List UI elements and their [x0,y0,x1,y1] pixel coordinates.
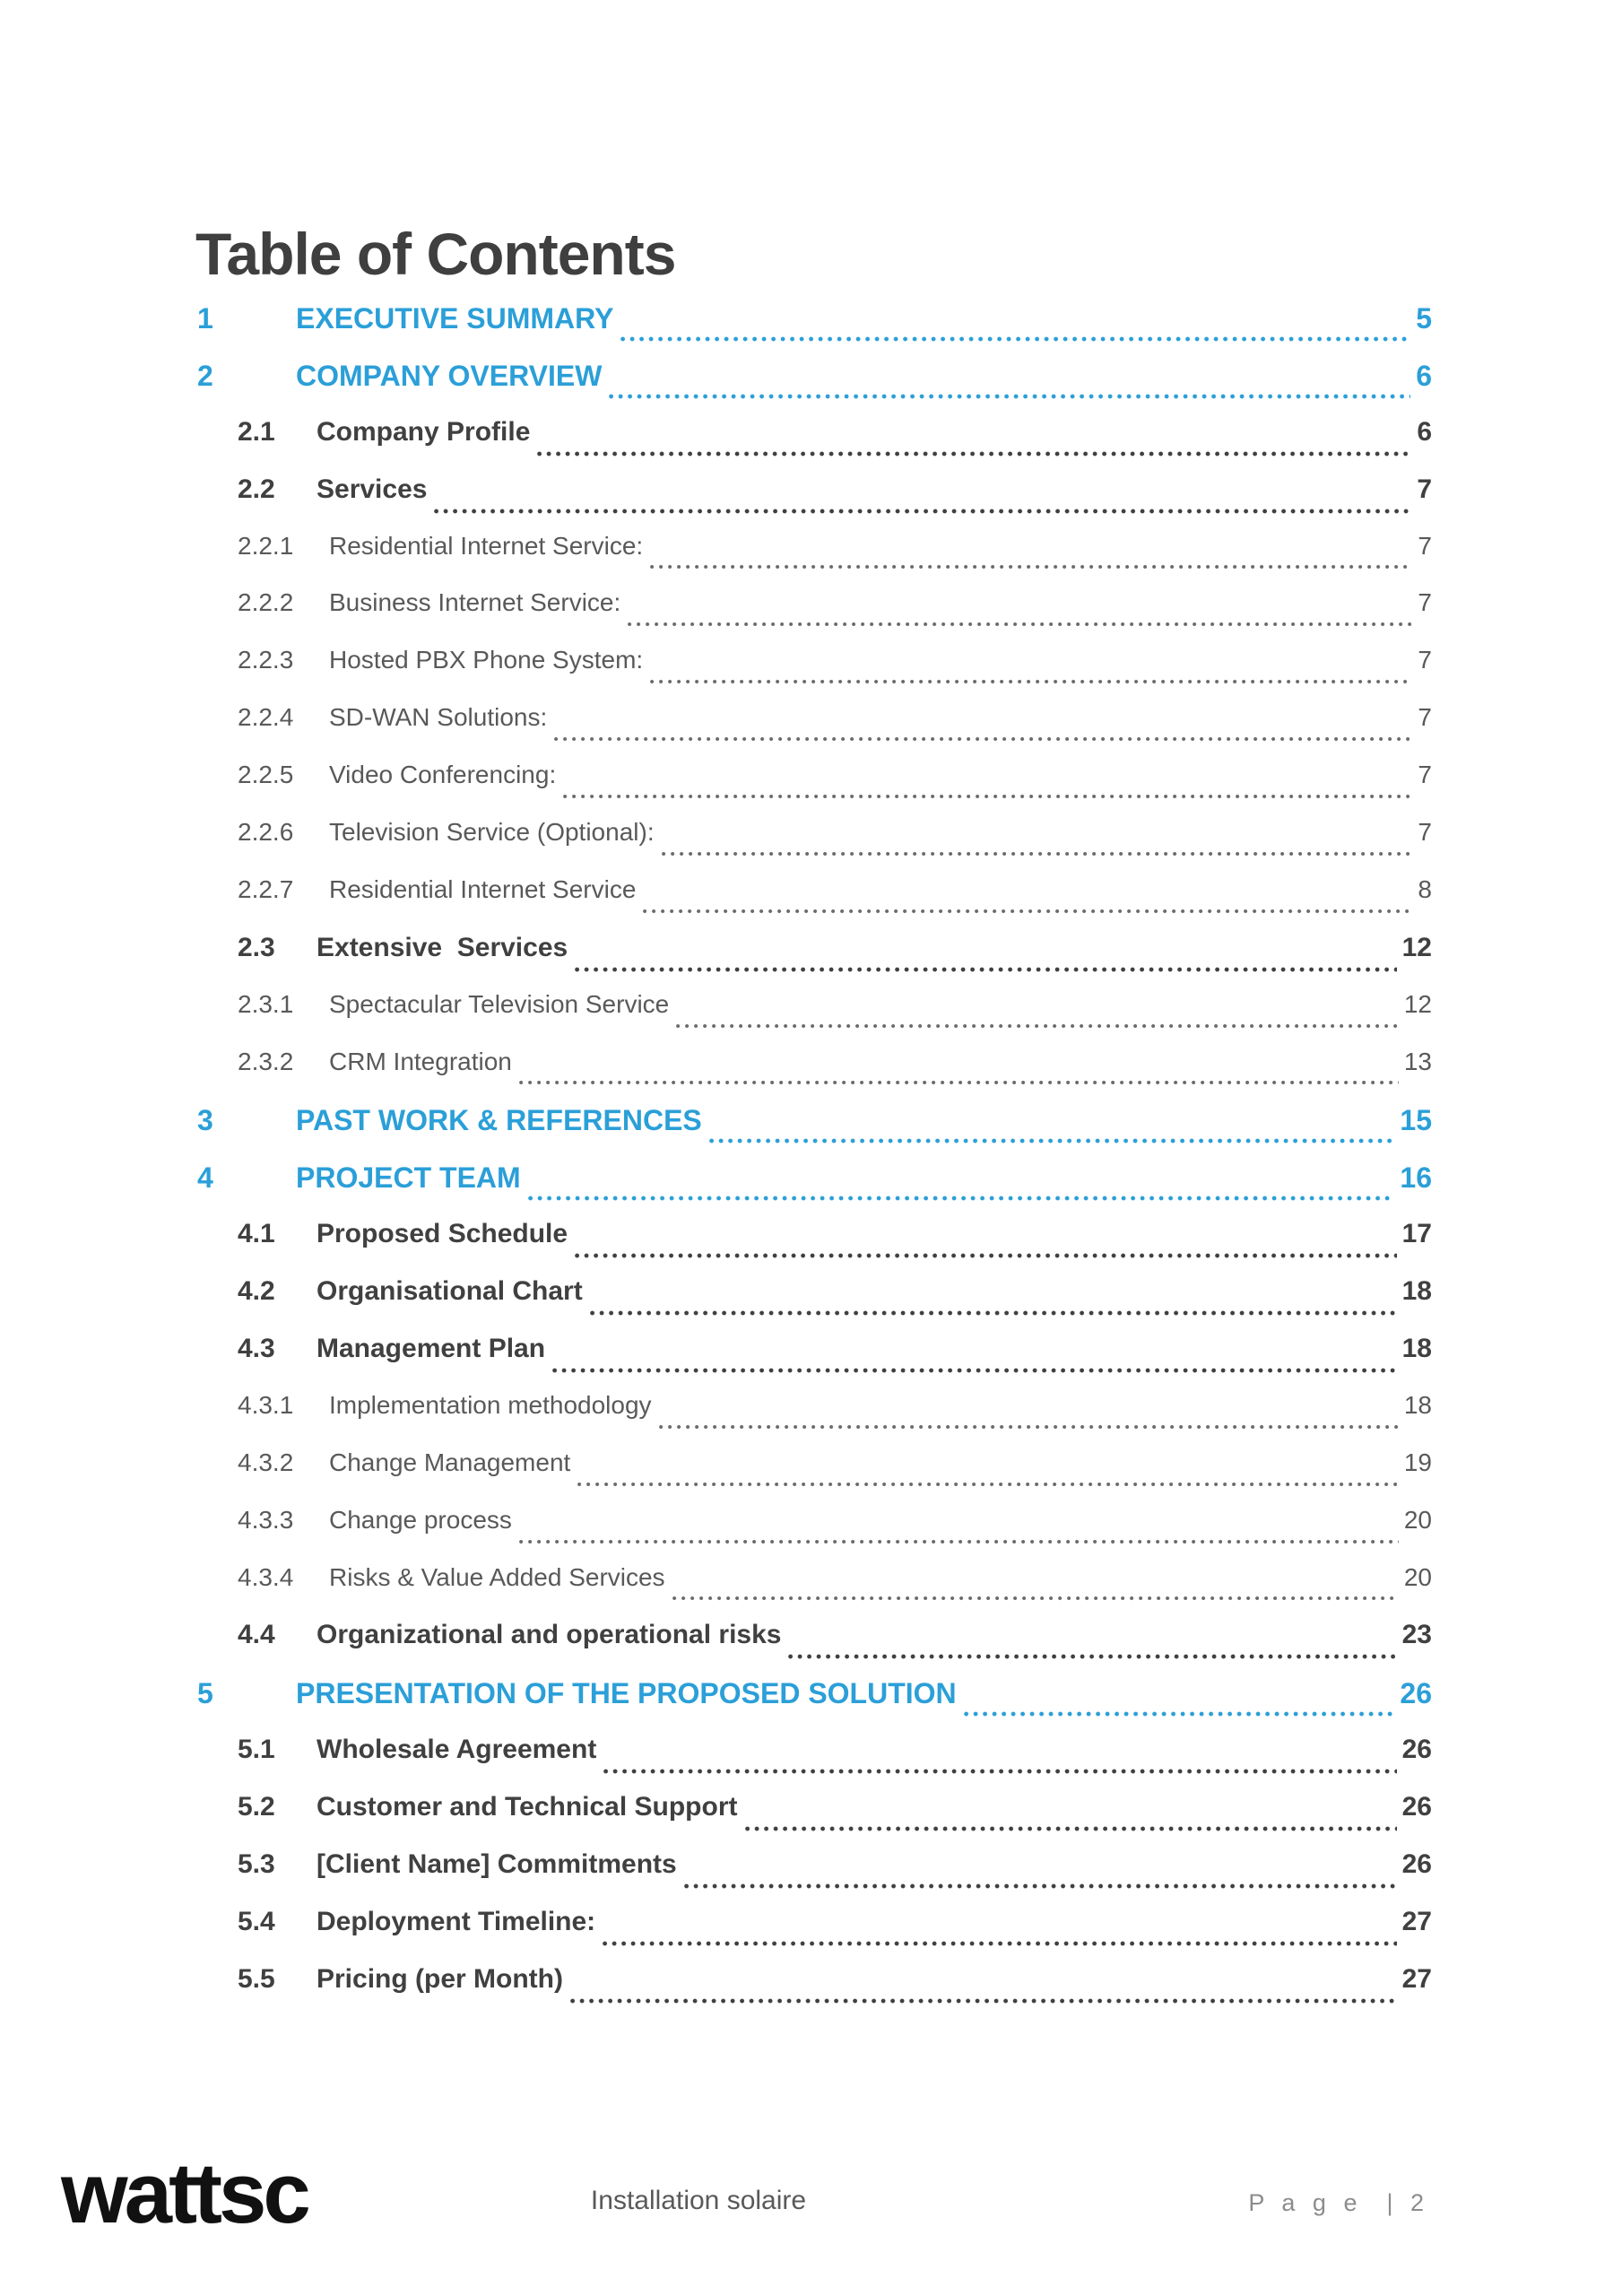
toc-entry-label: Video Conferencing: [329,761,557,789]
dot-leader [519,1539,1399,1544]
toc-entry[interactable] [238,1276,1432,1334]
page-title: Table of Contents [195,221,676,288]
toc-entry[interactable] [238,1849,1432,1907]
toc-entry-label: Pricing (per Month) [317,1963,563,1994]
toc-entry-label: Services [317,474,428,504]
toc-entry-page: 8 [1418,874,1432,903]
toc-entry[interactable] [238,1048,1432,1105]
toc-entry[interactable] [238,990,1432,1048]
toc-entry[interactable] [238,1735,1432,1792]
dot-leader [570,1998,1397,2004]
toc-entry-label: Change Management [329,1448,571,1476]
toc-entry[interactable] [238,1907,1432,1964]
dot-leader [684,1883,1397,1889]
toc-entry-number: 2.1 [238,416,275,447]
toc-entry-label: Organizational and operational risks [317,1620,782,1650]
toc-entry-label: Business Internet Service: [329,588,621,617]
toc-entry[interactable] [197,1104,1432,1161]
toc-entry[interactable] [238,875,1432,933]
toc-entry-label: Residential Internet Service [329,874,637,903]
footer-page-number: P a g e | 2 [1248,2189,1429,2216]
dot-leader [709,1138,1395,1144]
toc-entry-number: 2.2.7 [238,874,294,903]
toc-entry-number: 4.2 [238,1276,275,1307]
dot-leader [650,564,1412,570]
toc-entry-page: 7 [1418,703,1432,732]
toc-entry-label: EXECUTIVE SUMMARY [296,302,614,335]
toc-entry-label: Implementation methodology [329,1390,652,1419]
toc-entry-number: 3 [197,1104,213,1137]
dot-leader [603,1941,1396,1946]
footer-document-title: Installation solaire [590,2186,807,2215]
toc-entry-page: 12 [1401,932,1432,962]
dot-leader [563,794,1412,799]
dot-leader [554,736,1412,742]
toc-entry-page: 23 [1401,1620,1432,1650]
toc-entry-page: 13 [1403,1047,1432,1075]
toc-entry-number: 5.1 [238,1735,275,1765]
toc-entry-label: PROJECT TEAM [296,1161,521,1195]
dot-leader [745,1826,1397,1831]
toc-entry-page: 17 [1401,1219,1432,1249]
dot-leader [528,1196,1395,1201]
toc-entry-label: Deployment Timeline: [317,1906,596,1936]
toc-entry-page: 6 [1416,359,1432,392]
toc-entry-page: 19 [1403,1448,1432,1476]
dot-leader [577,1482,1399,1487]
toc-entry-page: 12 [1403,989,1432,1018]
toc-entry-page: 20 [1403,1505,1432,1534]
dot-leader [643,909,1412,914]
dot-leader [650,679,1412,684]
toc-entry-page: 18 [1403,1390,1432,1419]
toc-entry-label: Extensive Services [317,932,568,962]
toc-entry-page: 7 [1417,474,1432,504]
toc-entry[interactable] [238,1506,1432,1563]
toc-entry[interactable] [238,818,1432,875]
toc-entry-label: Spectacular Television Service [329,989,670,1018]
toc-entry[interactable] [238,1620,1432,1677]
dot-leader [672,1596,1399,1601]
toc-entry-page: 7 [1418,761,1432,789]
dot-leader [590,1310,1397,1316]
toc-entry-page: 15 [1400,1104,1432,1137]
toc-entry[interactable] [197,1677,1432,1735]
dot-leader [575,967,1396,972]
dot-leader [603,1769,1396,1774]
toc-entry[interactable] [238,761,1432,818]
dot-leader [964,1711,1395,1717]
toc-entry-number: 5.3 [238,1849,275,1880]
dot-leader [628,622,1412,627]
toc-entry[interactable] [238,646,1432,703]
dot-leader [575,1253,1397,1258]
dot-leader [620,336,1410,342]
toc-entry-page: 18 [1401,1276,1432,1307]
toc-entry-number: 2 [197,359,213,392]
toc-entry-number: 5 [197,1677,213,1710]
toc-entry[interactable] [238,1964,1432,2022]
toc-entry-label: COMPANY OVERVIEW [296,359,603,392]
toc-entry-number: 4.3.4 [238,1562,294,1591]
toc-entry-number: 4.3.1 [238,1390,294,1419]
dot-leader [788,1654,1396,1659]
toc-entry[interactable] [238,417,1432,474]
toc-entry-label: Television Service (Optional): [329,818,655,847]
company-logo: wattsc [61,2145,308,2241]
toc-entry[interactable] [197,360,1432,417]
toc-entry-page: 5 [1416,302,1432,335]
toc-entry-page: 26 [1401,1849,1432,1880]
toc-entry-page: 26 [1400,1677,1432,1710]
toc-entry[interactable] [238,1391,1432,1448]
toc-entry-label: Risks & Value Added Services [329,1562,665,1591]
toc-entry-page: 27 [1401,1963,1432,1994]
toc-entry-number: 4.3 [238,1334,275,1364]
toc-entry-label: Organisational Chart [317,1276,583,1307]
toc-entry-label: Change process [329,1505,512,1534]
toc-entry-number: 4.4 [238,1620,275,1650]
toc-entry-number: 4.3.2 [238,1448,294,1476]
dot-leader [662,851,1413,857]
toc-entry-number: 2.2.3 [238,646,294,674]
toc-entry-number: 2.2.4 [238,703,294,732]
dot-leader [659,1424,1399,1430]
toc-entry-label: PRESENTATION OF THE PROPOSED SOLUTION [296,1677,957,1710]
toc-entry-page: 6 [1417,416,1432,447]
toc-entry-number: 5.4 [238,1906,275,1936]
toc-entry-number: 2.3.1 [238,989,294,1018]
toc-entry-number: 5.5 [238,1963,275,1994]
toc-entry-number: 5.2 [238,1792,275,1822]
toc-entry-number: 1 [197,302,213,335]
toc-entry-label: Proposed Schedule [317,1219,568,1249]
toc-entry-number: 2.2 [238,474,275,504]
toc-entry-page: 20 [1403,1562,1432,1591]
toc-entry-label: [Client Name] Commitments [317,1849,677,1880]
toc-entry[interactable] [238,933,1432,990]
dot-leader [519,1080,1399,1085]
dot-leader [537,451,1411,457]
toc-entry-page: 16 [1400,1161,1432,1195]
toc-entry-label: Hosted PBX Phone System: [329,646,644,674]
toc-entry[interactable] [238,1219,1432,1276]
toc-entry-page: 7 [1418,646,1432,674]
toc-entry-page: 27 [1401,1906,1432,1936]
dot-leader [434,509,1411,514]
toc-entry[interactable] [238,588,1432,646]
toc-entry[interactable] [238,1334,1432,1391]
table-of-contents [197,302,1432,2022]
toc-entry[interactable] [238,703,1432,761]
toc-entry-label: SD-WAN Solutions: [329,703,548,732]
toc-entry[interactable] [197,1161,1432,1219]
toc-entry-number: 4.1 [238,1219,275,1249]
toc-entry-number: 2.3 [238,932,275,962]
toc-entry-page: 7 [1418,588,1432,617]
toc-entry[interactable] [238,1448,1432,1506]
toc-entry-label: Wholesale Agreement [317,1735,597,1765]
toc-entry-label: PAST WORK & REFERENCES [296,1104,702,1137]
toc-entry-page: 26 [1401,1792,1432,1822]
toc-entry-number: 2.2.5 [238,761,294,789]
toc-entry-page: 7 [1418,531,1432,560]
toc-entry[interactable] [197,302,1432,360]
toc-entry-label: Residential Internet Service: [329,531,644,560]
toc-entry-number: 4.3.3 [238,1505,294,1534]
toc-entry[interactable] [238,1563,1432,1621]
toc-entry-number: 2.2.2 [238,588,294,617]
toc-entry-page: 7 [1418,818,1432,847]
toc-entry[interactable] [238,1792,1432,1849]
dot-leader [609,394,1410,399]
toc-entry-label: Customer and Technical Support [317,1792,738,1822]
toc-entry-page: 26 [1401,1735,1432,1765]
toc-entry-label: Management Plan [317,1334,546,1364]
toc-entry-label: CRM Integration [329,1047,512,1075]
toc-entry[interactable] [238,532,1432,589]
toc-entry[interactable] [238,474,1432,532]
toc-entry-number: 4 [197,1161,213,1195]
toc-entry-number: 2.3.2 [238,1047,294,1075]
toc-entry-number: 2.2.6 [238,818,294,847]
toc-entry-number: 2.2.1 [238,531,294,560]
dot-leader [676,1023,1399,1029]
toc-entry-page: 18 [1401,1334,1432,1364]
dot-leader [552,1368,1397,1373]
toc-entry-label: Company Profile [317,416,531,447]
